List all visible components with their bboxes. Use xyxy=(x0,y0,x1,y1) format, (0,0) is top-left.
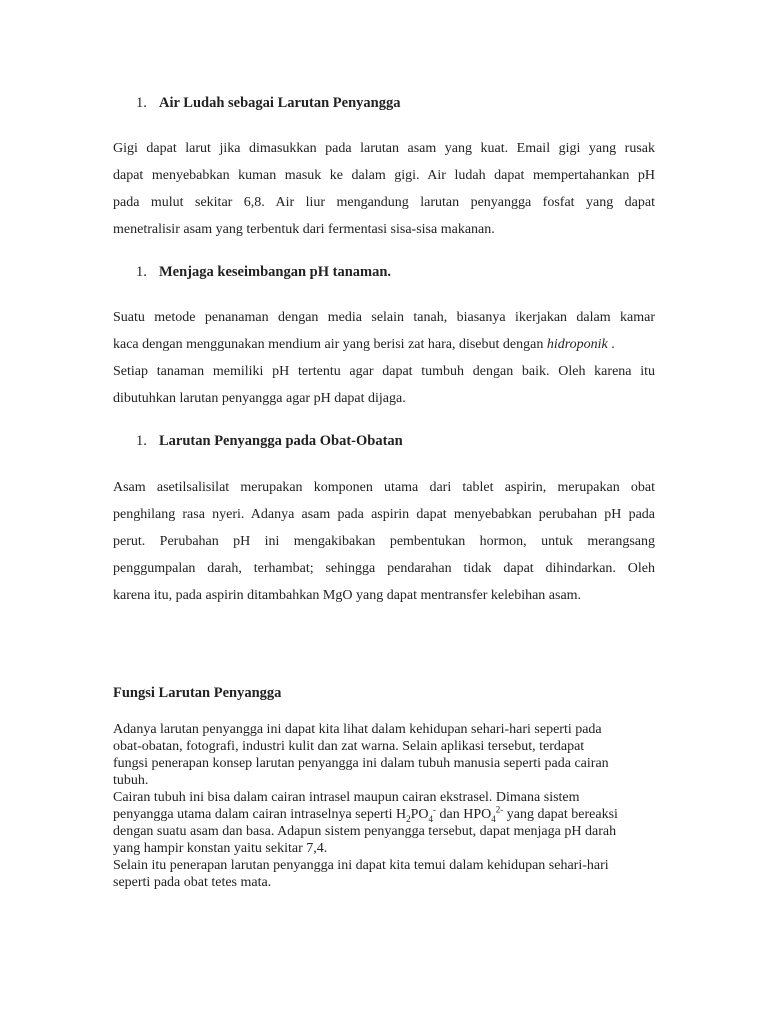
paragraph-line: obat-obatan, fotografi, industri kulit dan zat warna. Selain aplikasi tersebut, terdapat xyxy=(113,739,585,754)
paragraph-line: penghilang rasa nyeri. Adanya asam pada aspirin dapat menyebabkan perubahan pH pada xyxy=(113,507,655,522)
list-number: 1. xyxy=(136,264,147,280)
fungsi-heading: Fungsi Larutan Penyangga xyxy=(113,685,282,701)
paragraph-line: tubuh. xyxy=(113,773,149,788)
paragraph-obat xyxy=(113,474,655,609)
section-heading-ph-tanaman xyxy=(136,262,391,282)
paragraph-line-formula xyxy=(113,806,658,823)
fungsi-paragraph xyxy=(113,721,658,891)
subscript: 4 xyxy=(491,813,496,824)
formula-text: dan HPO xyxy=(436,807,492,822)
superscript: - xyxy=(433,804,437,815)
italic-suffix: . xyxy=(607,337,615,352)
section-title: Air Ludah sebagai Larutan Penyangga xyxy=(159,95,401,111)
paragraph-line: dengan suatu asam dan basa. Adapun sistem penyangga tersebut, dapat menjaga pH darah xyxy=(113,824,617,839)
paragraph-line: pada mulut sekitar 6,8. Air liur mengandung larutan penyangga fosfat yang dapat xyxy=(113,195,655,210)
paragraph-ph-tanaman xyxy=(113,304,655,412)
list-number: 1. xyxy=(136,95,147,111)
paragraph-line: Gigi dapat larut jika dimasukkan pada larutan asam yang kuat. Email gigi yang rusak xyxy=(113,141,655,156)
paragraph-line xyxy=(113,331,655,358)
paragraph-line: Cairan tubuh ini bisa dalam cairan intrasel maupun cairan ekstrasel. Dimana sistem xyxy=(113,790,580,805)
paragraph-line: Selain itu penerapan larutan penyangga ini dapat kita temui dalam kehidupan sehari-hari xyxy=(113,858,609,873)
paragraph-line: Setiap tanaman memiliki pH tertentu agar dapat tumbuh dengan baik. Oleh karena itu xyxy=(113,364,655,379)
paragraph-line: fungsi penerapan konsep larutan penyangga ini dalam tubuh manusia seperti pada cairan xyxy=(113,756,609,771)
paragraph-line: yang hampir konstan yaitu sekitar 7,4. xyxy=(113,841,328,856)
section-heading-obat xyxy=(136,431,403,451)
paragraph-line: dapat menyebabkan kuman masuk ke dalam gigi. Air ludah dapat mempertahankan pH xyxy=(113,168,655,183)
paragraph-line: Asam asetilsalisilat merupakan komponen utama dari tablet aspirin, merupakan obat xyxy=(113,480,655,495)
paragraph-line: perut. Perubahan pH ini mengakibakan pembentukan hormon, untuk merangsang xyxy=(113,534,655,549)
paragraph-line: Suatu metode penanaman dengan media selain tanah, biasanya ikerjakan dalam kamar xyxy=(113,310,655,325)
subscript: 2 xyxy=(406,813,411,824)
italic-term: hidroponik xyxy=(546,337,608,352)
formula-text: PO xyxy=(410,807,429,822)
section-title: Larutan Penyangga pada Obat-Obatan xyxy=(159,433,403,449)
paragraph-line: penggumpalan darah, terhambat; sehingga pendarahan tidak dapat dihindarkan. Oleh xyxy=(113,561,655,576)
section-title: Menjaga keseimbangan pH tanaman. xyxy=(159,264,392,280)
formula-text: yang dapat bereaksi xyxy=(503,807,618,822)
paragraph-line: Adanya larutan penyangga ini dapat kita lihat dalam kehidupan sehari-hari seperti pada xyxy=(113,722,602,737)
paragraph-line: dibutuhkan larutan penyangga agar pH dapat dijaga. xyxy=(113,391,406,406)
paragraph-line-text: kaca dengan menggunakan mendium air yang berisi zat hara, disebut dengan xyxy=(113,337,544,352)
section-heading-air-ludah xyxy=(136,93,400,113)
formula-text: penyangga utama dalam cairan intraselnya seperti H xyxy=(113,807,407,822)
list-number: 1. xyxy=(136,433,147,449)
superscript: 2- xyxy=(495,804,504,815)
subscript: 4 xyxy=(428,813,434,824)
paragraph-line: menetralisir asam yang terbentuk dari fermentasi sisa-sisa makanan. xyxy=(113,222,495,237)
paragraph-line: karena itu, pada aspirin ditambahkan MgO yang dapat mentransfer kelebihan asam. xyxy=(113,588,582,603)
paragraph-line: seperti pada obat tetes mata. xyxy=(113,875,272,890)
paragraph-air-ludah xyxy=(113,135,655,243)
